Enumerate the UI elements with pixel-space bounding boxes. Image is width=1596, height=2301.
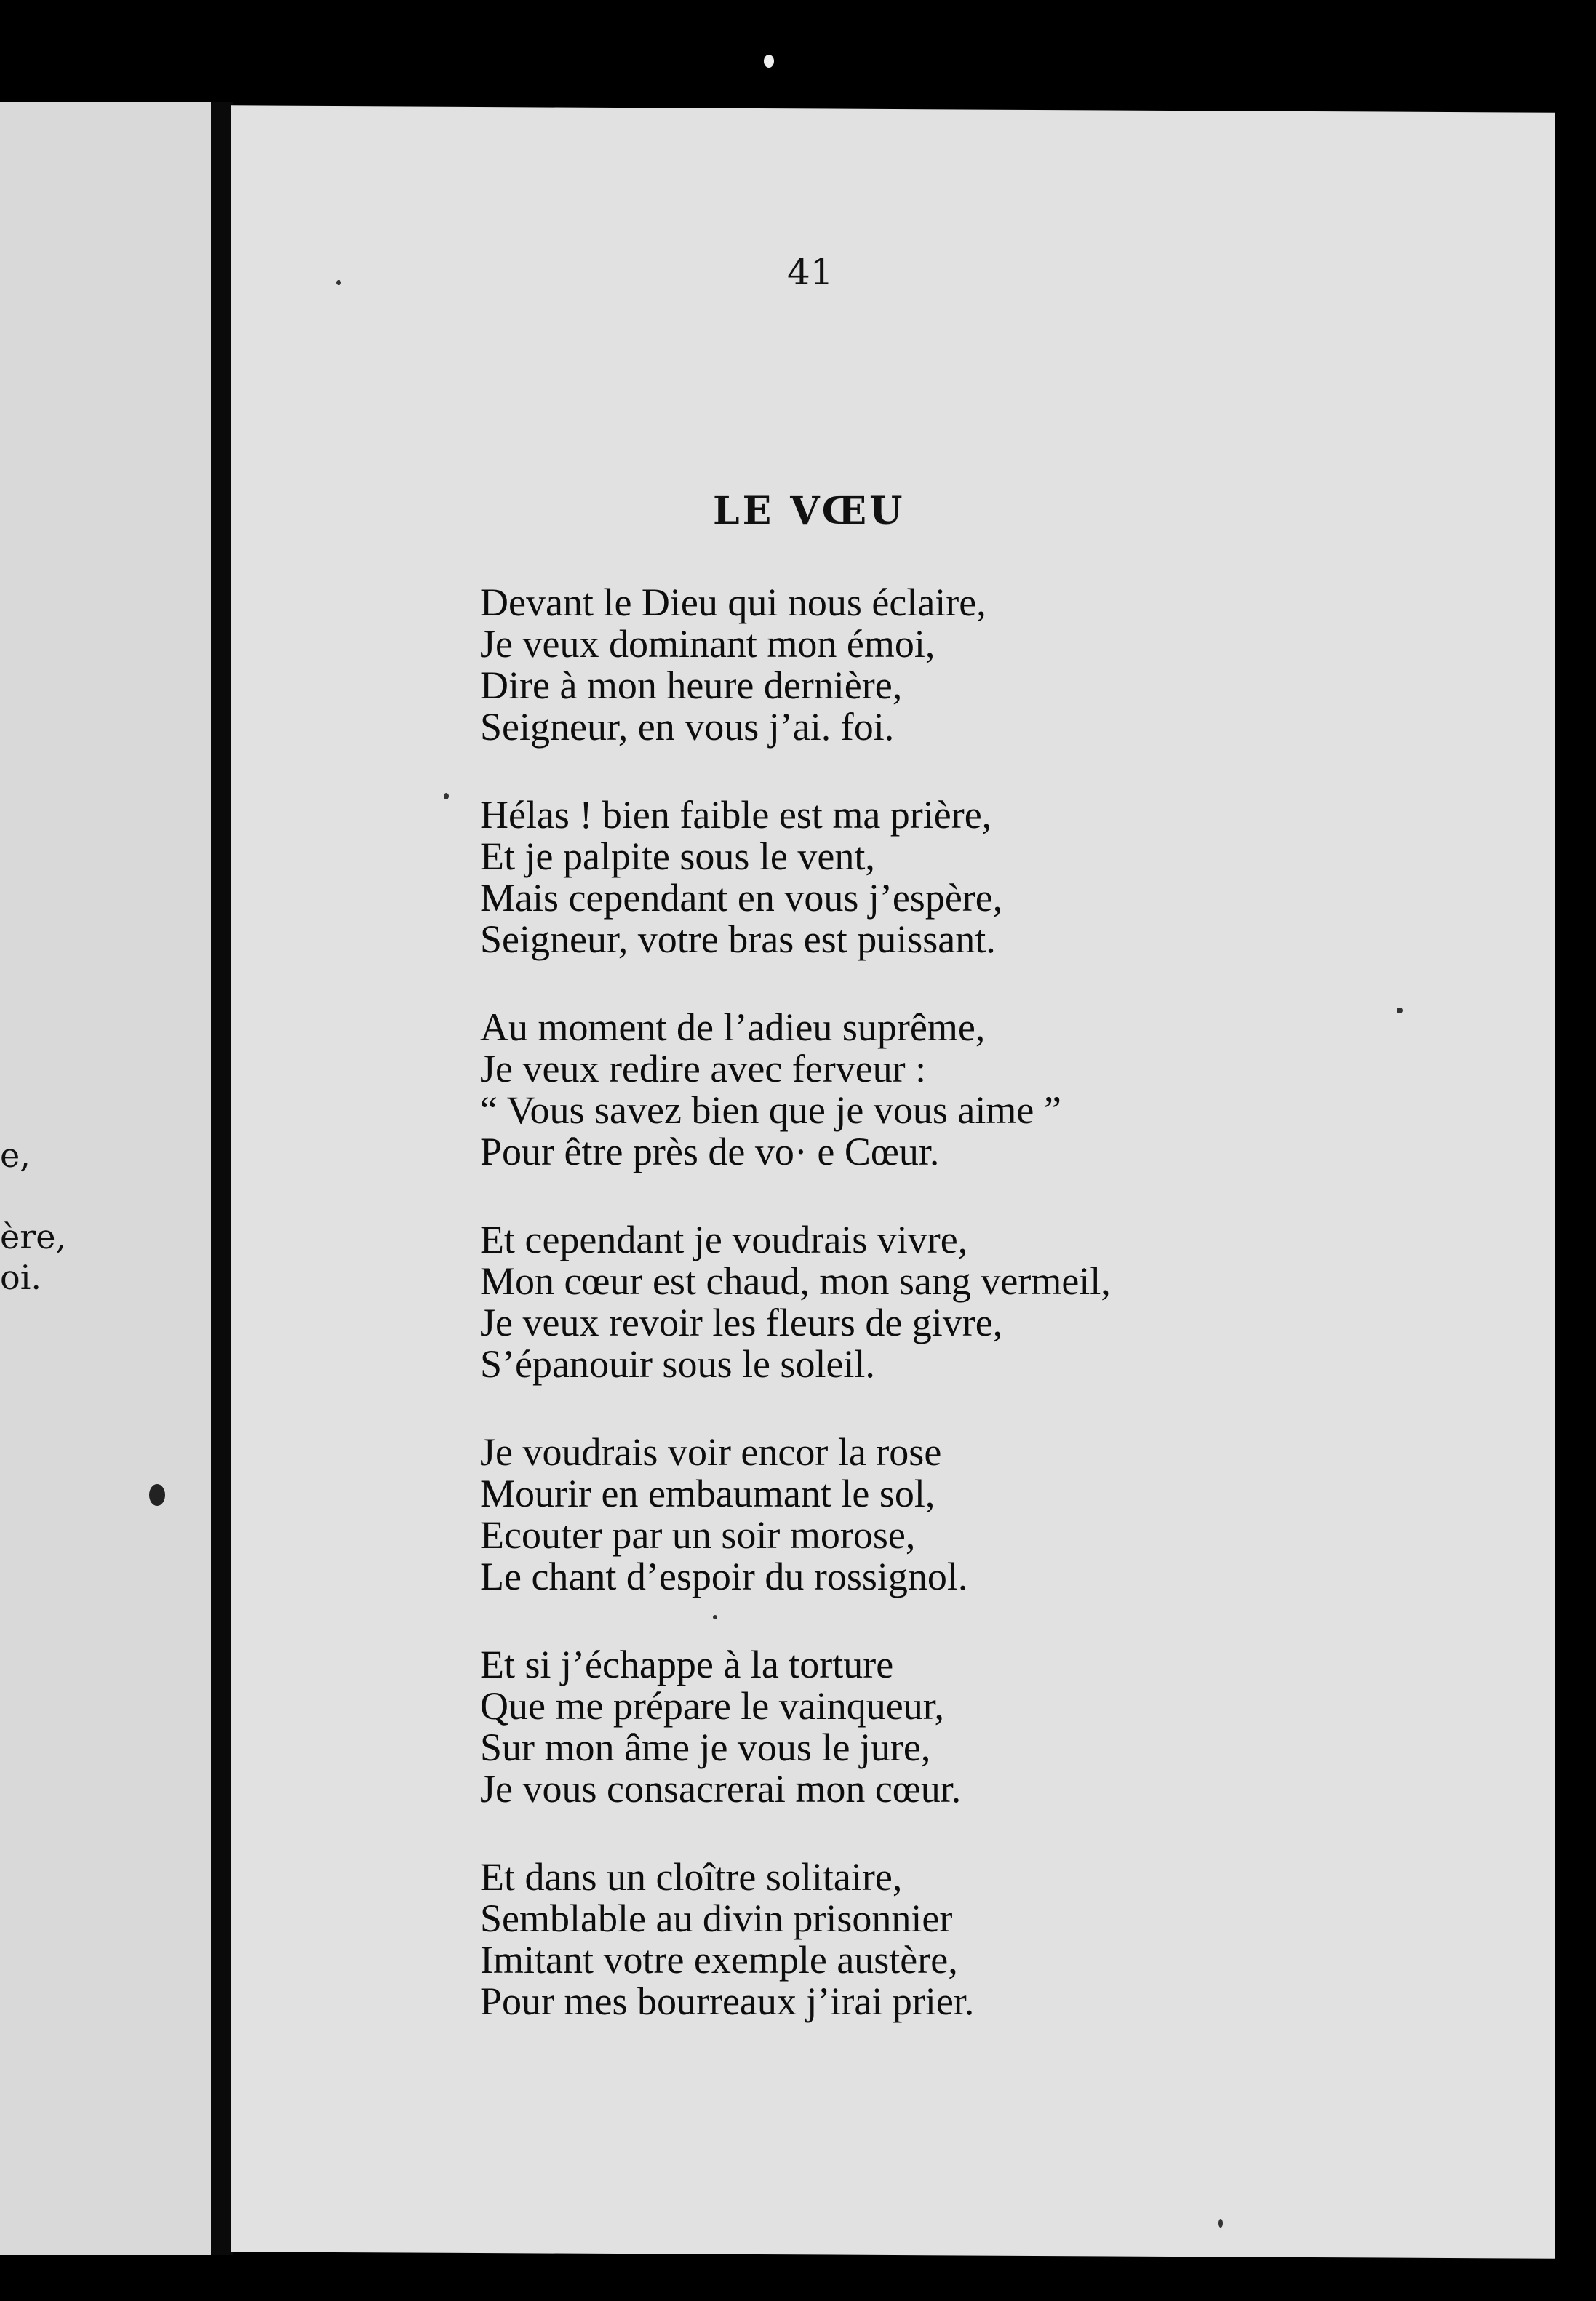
stanza	[480, 1219, 1208, 1385]
stanza	[480, 582, 1208, 748]
poem-line: “ Vous savez bien que je vous aime ”	[480, 1088, 1061, 1132]
poem-line: Et cependant je voudrais vivre,	[480, 1218, 968, 1261]
poem-line: Et dans un cloître solitaire,	[480, 1855, 903, 1899]
poem-line: Mourir en embaumant le sol,	[480, 1472, 935, 1515]
poem-line: Mon cœur est chaud, mon sang vermeil,	[480, 1259, 1111, 1303]
scan-speck	[149, 1484, 165, 1506]
poem-line: Sur mon âme je vous le jure,	[480, 1726, 931, 1769]
poem-line: Seigneur, votre bras est puissant.	[480, 917, 996, 961]
left-fragment-line: oi.	[0, 1258, 42, 1297]
poem-line: Dire à mon heure dernière,	[480, 663, 903, 707]
poem-line: Je veux redire avec ferveur :	[480, 1047, 927, 1090]
scan-speck	[444, 793, 449, 799]
left-page-text-fragments	[0, 1135, 87, 1298]
poem-line: Que me prépare le vainqueur,	[480, 1684, 945, 1728]
left-fragment-line	[0, 1176, 87, 1216]
poem-line: S’épanouir sous le soleil.	[480, 1342, 875, 1386]
page-number: 41	[787, 251, 834, 293]
poem-line: Seigneur, en vous j’ai. foi.	[480, 705, 895, 749]
poem-line: Le chant d’espoir du rossignol.	[480, 1555, 968, 1598]
left-fragment-line: ère,	[0, 1217, 67, 1256]
scan-speck	[1218, 2219, 1223, 2228]
poem-line: Et je palpite sous le vent,	[480, 834, 875, 878]
poem-line: Et si j’échappe à la torture	[480, 1643, 894, 1686]
left-fragment-line: e,	[0, 1136, 31, 1175]
poem-line: Je vous consacrerai mon cœur.	[480, 1767, 962, 1811]
poem-line: Je veux revoir les fleurs de givre,	[480, 1301, 1003, 1344]
poem-line: Hélas ! bien faible est ma prière,	[480, 793, 992, 837]
scan-speck	[713, 1615, 717, 1619]
scan-speck	[764, 55, 774, 68]
stanza	[480, 794, 1208, 960]
scan-speck	[1397, 1008, 1403, 1013]
poem-line: Imitant votre exemple austère,	[480, 1938, 958, 1982]
poem-line: Ecouter par un soir morose,	[480, 1513, 916, 1557]
book-gutter	[211, 102, 233, 2255]
poem-line: Je veux dominant mon émoi,	[480, 622, 935, 666]
poem-line: Mais cependant en vous j’espère,	[480, 876, 1003, 920]
poem-line: Je voudrais voir encor la rose	[480, 1430, 942, 1474]
stanza	[480, 1432, 1208, 1598]
left-page	[0, 102, 218, 2255]
stanza	[480, 1857, 1208, 2022]
stanza	[480, 1644, 1208, 1810]
poem-line: Devant le Dieu qui nous éclaire,	[480, 581, 986, 624]
scan-speck	[336, 280, 341, 285]
poem-title: LE VŒU	[713, 489, 906, 533]
poem-line: Pour être près de vo· e Cœur.	[480, 1130, 940, 1173]
poem-line: Semblable au divin prisonnier	[480, 1897, 953, 1940]
poem-line: Au moment de l’adieu suprême,	[480, 1005, 986, 1049]
poem-line: Pour mes bourreaux j’irai prier.	[480, 1979, 975, 2023]
poem-body	[480, 582, 1208, 2069]
stanza	[480, 1007, 1208, 1173]
